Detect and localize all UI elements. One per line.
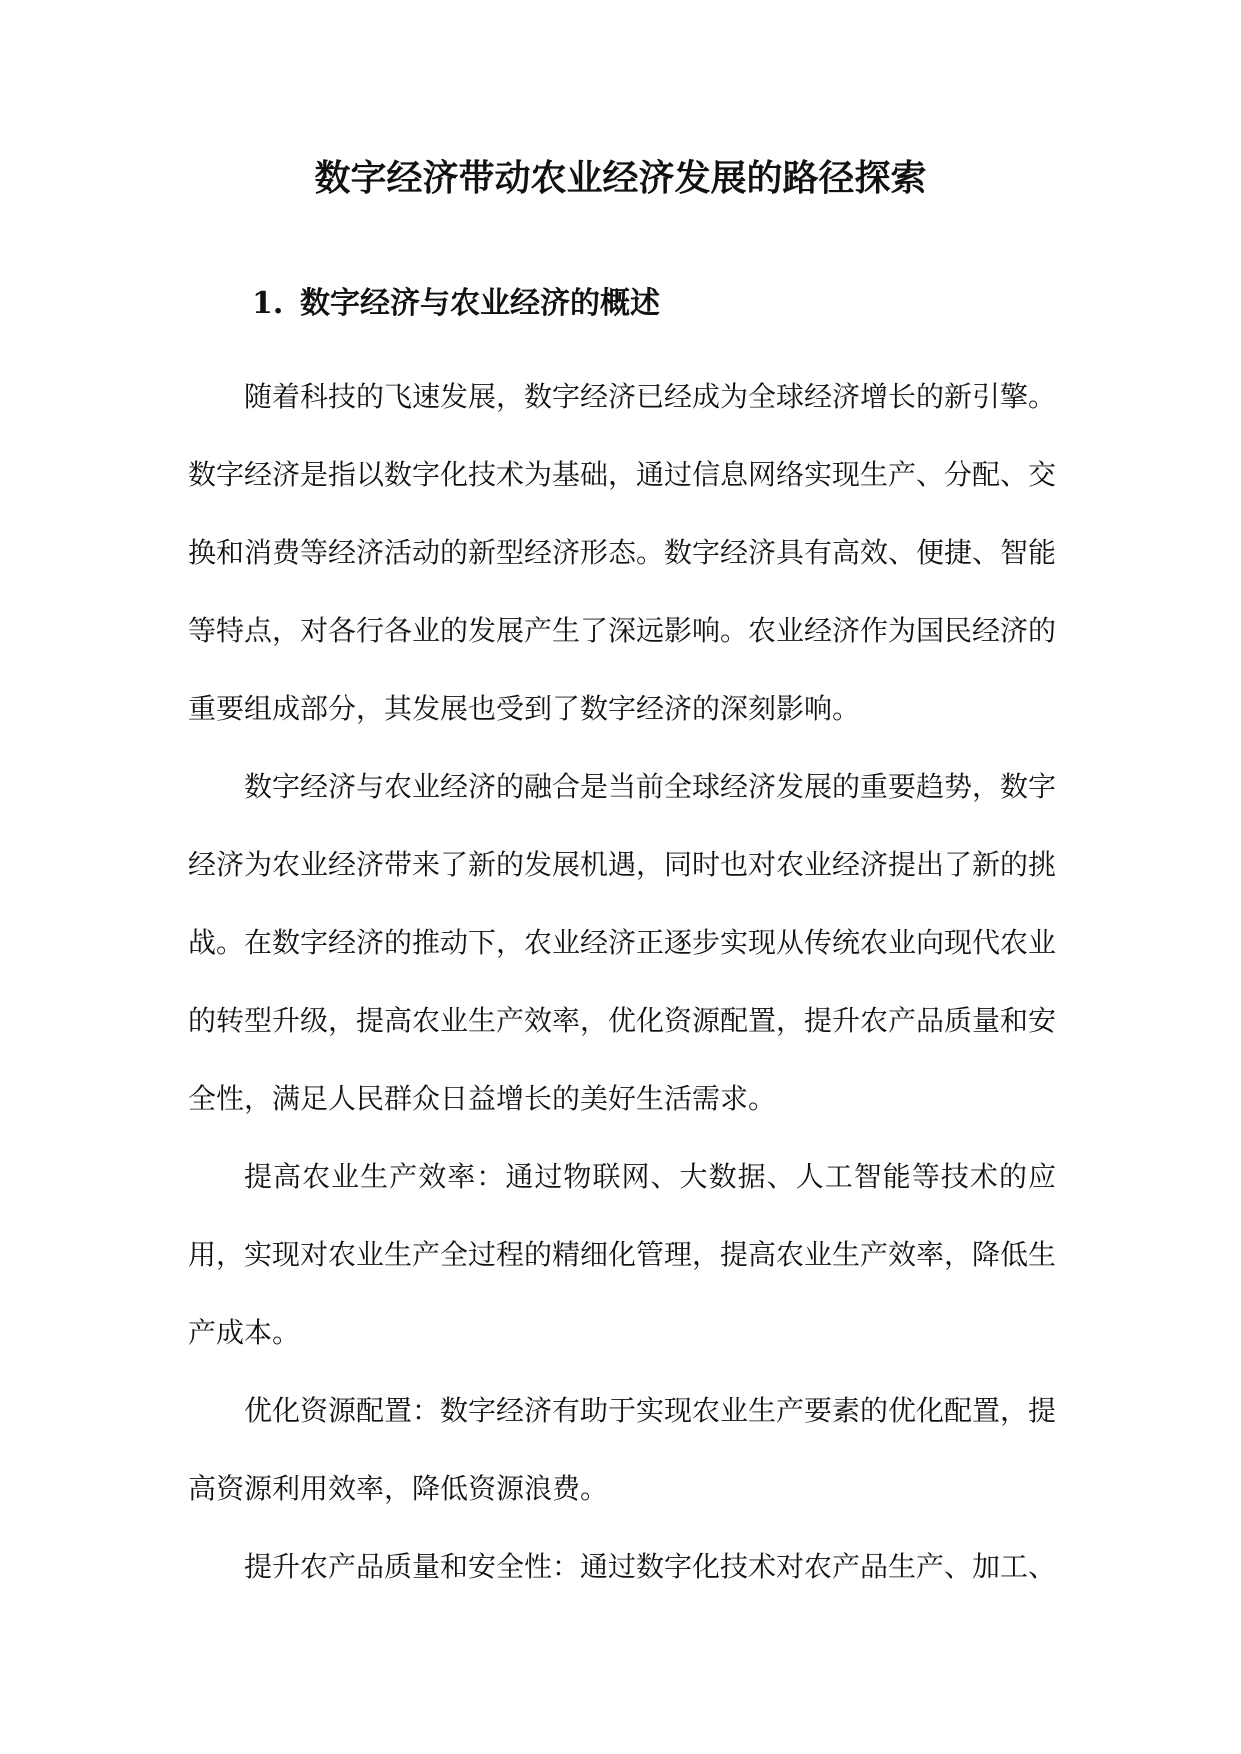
paragraph-resource-allocation: 优化资源配置：数字经济有助于实现农业生产要素的优化配置，提高资源利用效率，降低资源浪费。	[188, 1394, 1057, 1505]
section-heading	[252, 274, 660, 334]
section-number: 1.	[252, 286, 284, 321]
paragraph-quality-safety: 提升农产品质量和安全性：通过数字化技术对农产品生产、加工、	[244, 1550, 1057, 1583]
document-title: 数字经济带动农业经济发展的路径探索	[314, 157, 927, 199]
paragraph-integration: 数字经济与农业经济的融合是当前全球经济发展的重要趋势，数字经济为农业经济带来了新的发展机遇，同时也对农业经济提出了新的挑战。在数字经济的推动下，农业经济正逐步实现从传统农业向现代农业的转型升级，提高农业生产效率，优化资源配置，提升农产品质量和安全性，满足人民群众日益增长的美好生活需求。	[188, 770, 1057, 1115]
paragraph-overview: 随着科技的飞速发展，数字经济已经成为全球经济增长的新引擎。数字经济是指以数字化技术为基础，通过信息网络实现生产、分配、交换和消费等经济活动的新型经济形态。数字经济具有高效、便捷、智能等特点，对各行各业的发展产生了深远影响。农业经济作为国民经济的重要组成部分，其发展也受到了数字经济的深刻影响。	[188, 380, 1057, 725]
document-body	[188, 358, 1056, 1606]
paragraph-efficiency: 提高农业生产效率：通过物联网、大数据、人工智能等技术的应用，实现对农业生产全过程的精细化管理，提高农业生产效率，降低生产成本。	[188, 1160, 1057, 1349]
section-heading-text: 数字经济与农业经济的概述	[300, 286, 660, 321]
